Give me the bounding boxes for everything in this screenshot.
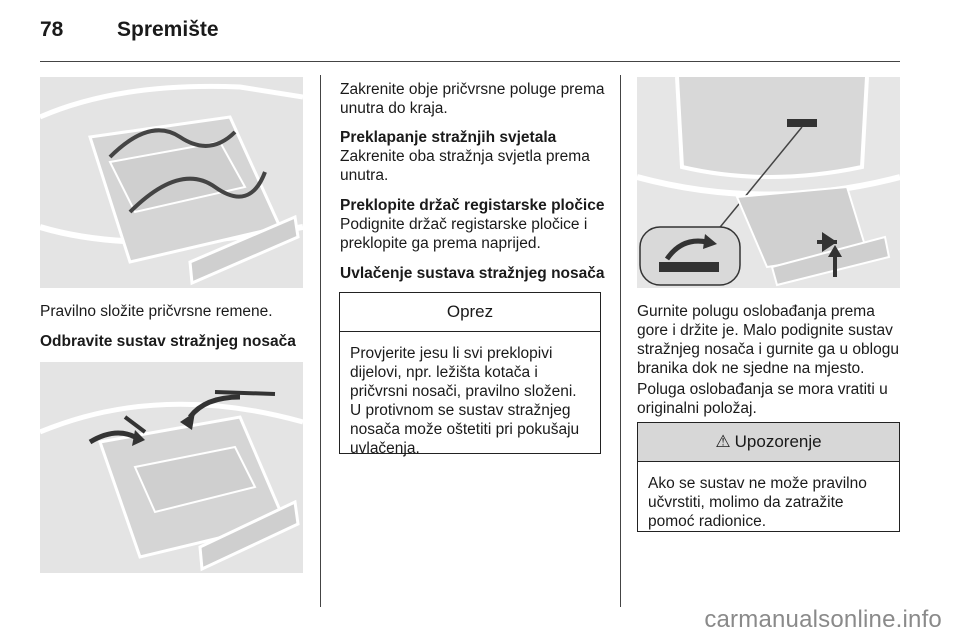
lights-heading: Preklapanje stražnjih svjetala [340, 129, 557, 146]
straps-drawing [40, 77, 303, 288]
levers-instruction: Zakrenite obje pričvrsne poluge prema unutra do kraja. [340, 81, 605, 117]
caution-text: Provjerite jesu li svi preklopivi dijelovi, npr. ležišta kotača i pričvrsni nosači, pravilno složeni. U protivnom se sustav stražnjeg nosača može oštetiti pri pokušaju uvlačenja. [350, 345, 580, 457]
warning-triangle-icon: ⚠ [715, 432, 731, 451]
warning-title: Upozorenje [734, 432, 822, 451]
column-divider-right [620, 75, 621, 607]
unlock-drawing [40, 362, 303, 573]
plate-holder-instruction: Podignite držač registarske pločice i preklopite ga prema naprijed. [340, 216, 588, 252]
warning-text: Ako se sustav ne može pravilno učvrstiti, molimo da zatražite pomoć radionice. [648, 475, 867, 530]
straps-illustration [40, 77, 303, 288]
warning-box [637, 422, 900, 532]
retract-heading: Uvlačenje sustava stražnjeg nosača [340, 265, 605, 282]
watermark: carmanualsonline.info [704, 606, 942, 633]
unlock-heading: Odbravite sustav stražnjeg nosača [40, 333, 296, 350]
page-title: Spremište [117, 18, 219, 41]
plate-holder-heading: Preklopite držač registarske pločice [340, 197, 605, 214]
unlock-illustration [40, 362, 303, 573]
release-lever-illustration [637, 77, 900, 288]
release-return-note: Poluga oslobađanja se mora vratiti u originalni položaj. [637, 381, 888, 417]
header-rule [40, 61, 900, 62]
release-lever-drawing [637, 77, 900, 288]
page-number: 78 [40, 18, 64, 41]
caution-box [339, 292, 601, 457]
lights-instruction: Zakrenite oba stražnja svjetla prema unutra. [340, 148, 590, 184]
caution-title: Oprez [340, 293, 600, 332]
release-instruction: Gurnite polugu oslobađanja prema gore i držite je. Malo podignite sustav stražnjeg nosača i gurnite ga u oblogu branika dok ne sjedne na mjesto. [637, 303, 899, 377]
straps-caption: Pravilno složite pričvrsne remene. [40, 303, 273, 320]
column-divider-left [320, 75, 321, 607]
